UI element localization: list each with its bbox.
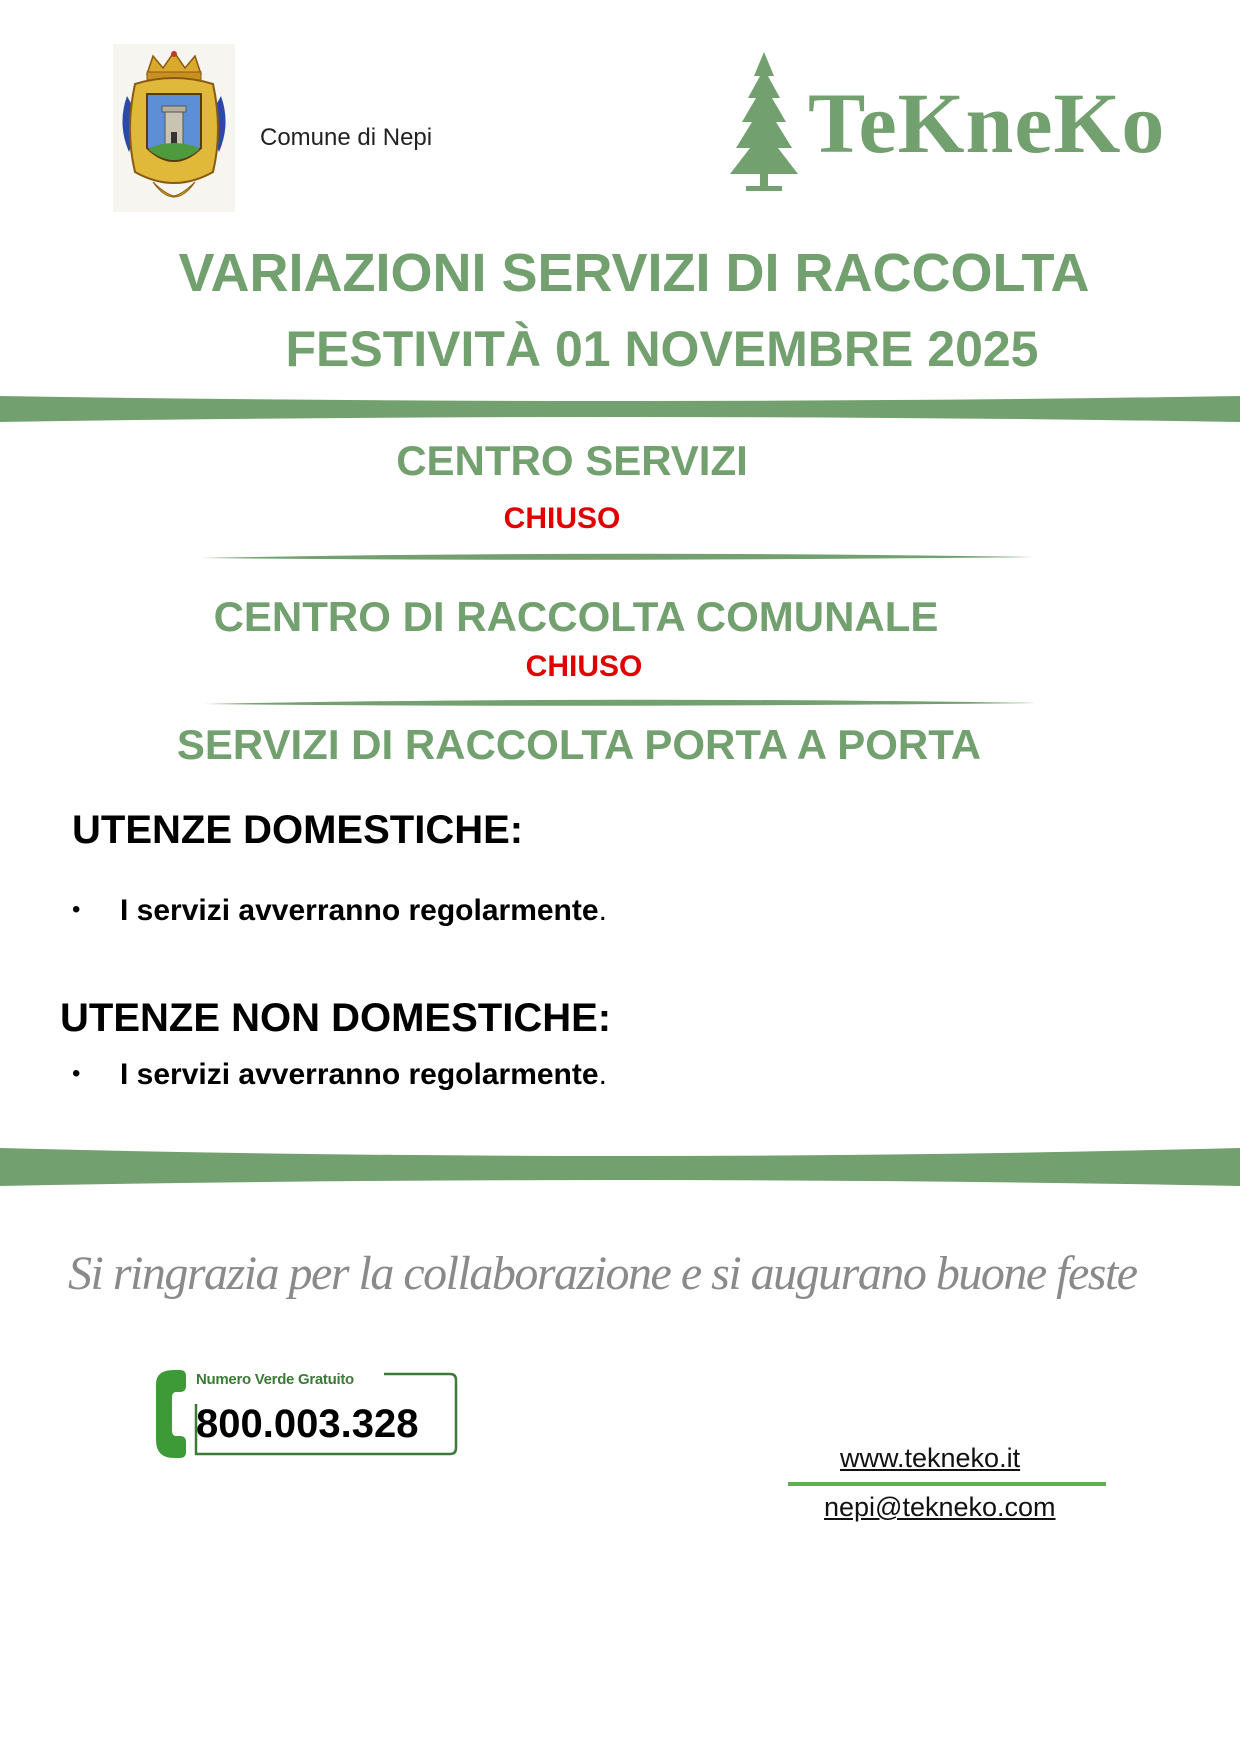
utenze-domestiche-heading: UTENZE DOMESTICHE:: [72, 808, 524, 852]
centro-raccolta-status: CHIUSO: [525, 650, 643, 683]
list-item: [72, 1060, 772, 1100]
website-link[interactable]: www.tekneko.it: [840, 1443, 1021, 1473]
bullet-text: I servizi avverranno regolarmente: [120, 1058, 599, 1091]
utenze-non-domestiche-heading: UTENZE NON DOMESTICHE:: [60, 996, 612, 1040]
email-link[interactable]: nepi@tekneko.com: [824, 1492, 1056, 1522]
phone-label: Numero Verde Gratuito: [196, 1371, 354, 1388]
bullet-period: .: [598, 1058, 607, 1091]
list-item: [72, 896, 772, 936]
porta-a-porta-label: SERVIZI DI RACCOLTA PORTA A PORTA: [176, 721, 982, 768]
top-divider-band: [0, 392, 1240, 426]
centro-servizi-label: CENTRO SERVIZI: [396, 437, 748, 484]
bullet-text: I servizi avverranno regolarmente: [120, 894, 599, 927]
section-divider: [0, 552, 1240, 566]
municipality-name: Comune di Nepi: [260, 124, 433, 151]
coat-of-arms-icon: [113, 44, 235, 212]
title-line-1: VARIAZIONI SERVIZI DI RACCOLTA: [178, 243, 1090, 303]
title-line-2: FESTIVITÀ 01 NOVEMBRE 2025: [285, 321, 1039, 377]
centro-raccolta-label: CENTRO DI RACCOLTA COMUNALE: [213, 593, 939, 640]
pine-tree-icon: [728, 52, 800, 192]
bullet-period: .: [598, 894, 607, 927]
thanks-message: Si ringrazia per la collaborazione e si augurano buone feste: [68, 1247, 1137, 1300]
section-divider: [0, 698, 1240, 712]
bottom-divider-band: [0, 1144, 1240, 1190]
brand-logo-text: TeKneKo: [808, 75, 1166, 171]
phone-handset-icon: [156, 1370, 186, 1458]
bullet-icon: •: [72, 1060, 81, 1087]
bullet-icon: •: [72, 896, 81, 923]
contact-divider: [788, 1482, 1106, 1486]
phone-number[interactable]: 800.003.328: [196, 1402, 419, 1446]
centro-servizi-status: CHIUSO: [503, 502, 621, 535]
